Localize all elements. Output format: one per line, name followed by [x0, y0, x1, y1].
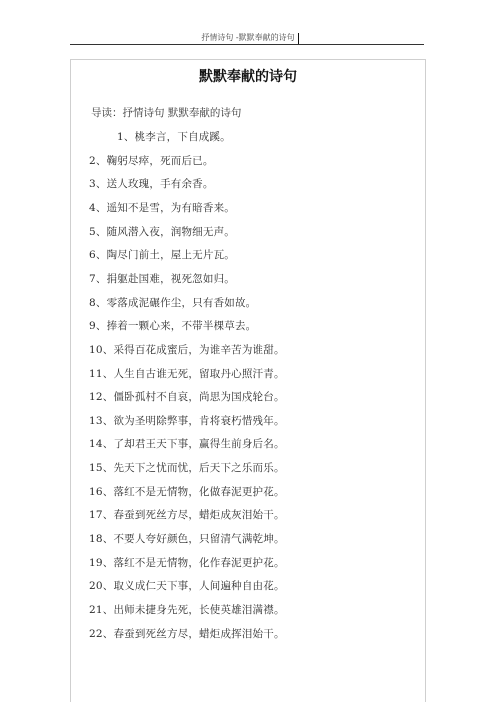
header-rule [70, 44, 424, 45]
poem-line: 9、捧着一颗心来，不带半棵草去。 [89, 320, 257, 333]
poem-line: 21、出师未捷身先死，长使英雄泪满襟。 [89, 604, 285, 616]
poem-line: 15、先天下之忧而忧，后天下之乐而乐。 [89, 462, 285, 475]
document-intro: 导读：抒情诗句 默默奉献的诗句 [91, 107, 242, 119]
poem-line: 16、落红不是无情物，化做春泥更护花。 [89, 485, 285, 498]
poem-line: 18、不要人夸好颜色，只留清气满乾坤。 [89, 533, 285, 546]
document-title: 默默奉献的诗句 [199, 69, 297, 85]
poem-line: 7、捐躯赴国难，视死忽如归。 [89, 272, 235, 285]
poem-line: 5、随风潜入夜，润物细无声。 [89, 225, 235, 238]
text-cursor [298, 33, 299, 44]
poem-line: 13、欲为圣明除弊事，肯将衰朽惜残年。 [89, 414, 285, 427]
poem-line: 11、人生自古谁无死，留取丹心照汗青。 [89, 367, 285, 380]
poem-line: 19、落红不是无情物，化作春泥更护花。 [89, 556, 285, 569]
poem-line: 6、陶尽门前土，屋上无片瓦。 [89, 249, 235, 262]
poem-line: 12、僵卧孤村不自哀，尚思为国戍轮台。 [89, 391, 285, 404]
poem-line: 4、遥知不是雪，为有暗香来。 [89, 201, 235, 214]
poem-line: 20、取义成仁天下事，人间遍种自由花。 [89, 580, 285, 593]
poem-line: 22、春蚕到死丝方尽，蜡炬成挥泪始干。 [89, 627, 285, 640]
page-header: 抒情诗句 -默默奉献的诗句 [201, 33, 295, 42]
poem-line: 1、桃李言，下自成蹊。 [117, 131, 231, 143]
poem-line: 8、零落成泥碾作尘，只有香如故。 [89, 296, 257, 309]
poem-line: 2、鞠躬尽瘁，死而后已。 [89, 154, 214, 167]
poem-line: 17、春蚕到死丝方尽，蜡炬成灰泪始干。 [89, 509, 285, 522]
poem-line: 3、送人玫瑰，手有余香。 [89, 178, 214, 191]
poem-line: 14、了却君王天下事，赢得生前身后名。 [89, 438, 285, 451]
poem-line: 10、采得百花成蜜后，为谁辛苦为谁甜。 [89, 343, 285, 356]
